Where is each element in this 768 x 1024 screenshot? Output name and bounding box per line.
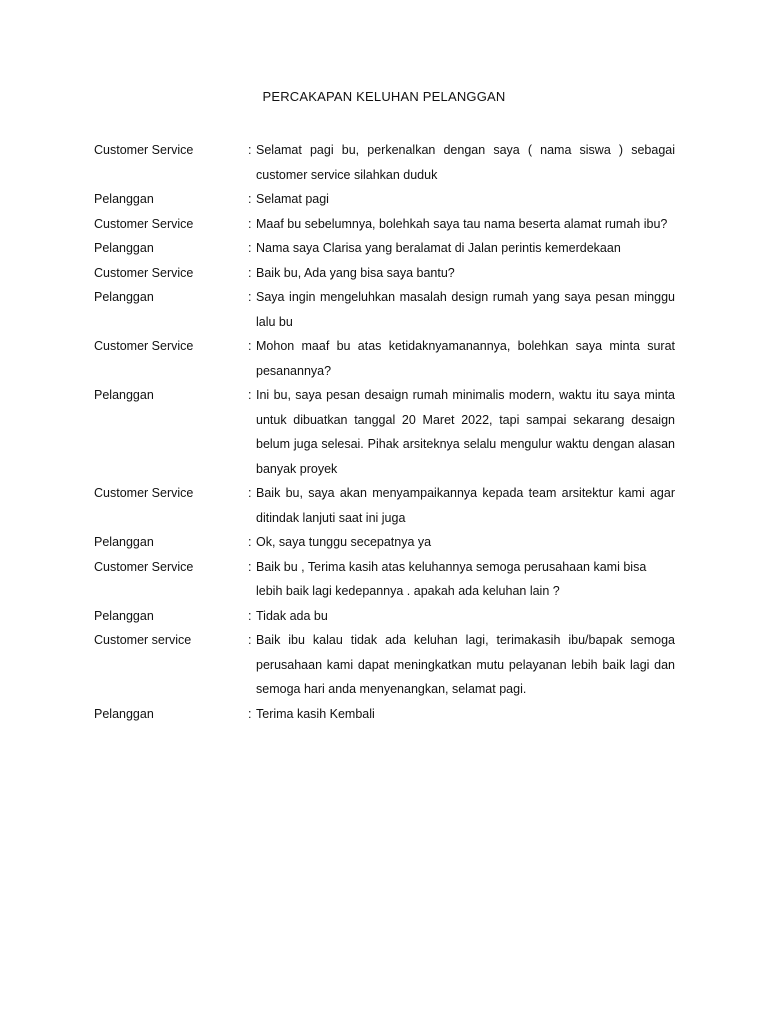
utterance-text: Baik bu , Terima kasih atas keluhannya semoga perusahaan kami bisa lebih baik lagi kedepannya . apakah ada keluhan lain ? — [256, 559, 647, 598]
colon-separator: : — [248, 608, 252, 623]
colon-separator: : — [248, 290, 252, 304]
dialogue-turn — [94, 383, 675, 481]
speaker-label: Customer service — [94, 633, 192, 647]
utterance — [248, 702, 675, 727]
utterance — [248, 481, 675, 530]
utterance — [248, 383, 675, 481]
colon-separator: : — [248, 216, 252, 231]
utterance-text: Maaf bu sebelumnya, bolehkah saya tau nama beserta alamat rumah ibu? — [256, 216, 668, 231]
utterance — [248, 555, 675, 604]
dialogue-turn — [94, 212, 675, 237]
utterance — [248, 628, 675, 702]
utterance-text: Nama saya Clarisa yang beralamat di Jalan perintis kemerdekaan — [256, 241, 621, 255]
utterance — [248, 530, 675, 555]
utterance — [248, 334, 675, 383]
dialogue-turn — [94, 187, 675, 212]
speaker-label: Pelanggan — [94, 535, 154, 549]
utterance — [248, 212, 675, 237]
colon-separator: : — [248, 388, 252, 402]
dialogue-turn — [94, 261, 675, 286]
dialogue-turn — [94, 481, 675, 530]
colon-separator: : — [248, 143, 252, 157]
utterance — [248, 138, 675, 187]
utterance-text: Tidak ada bu — [256, 608, 328, 623]
utterance-text: Mohon maaf bu atas ketidaknyamanannya, bolehkan saya minta surat pesanannya? — [256, 339, 675, 378]
dialogue-turn — [94, 530, 675, 555]
utterance-text: Ini bu, saya pesan desaign rumah minimalis modern, waktu itu saya minta untuk dibuatkan tanggal 20 Maret 2022, tapi sampai sekarang desaign belum juga selesai. Pihak arsiteknya selalu mengulur waktu dengan alasan banyak proyek — [256, 388, 675, 476]
dialogue-turn — [94, 702, 675, 727]
dialogue-turn — [94, 555, 675, 604]
utterance-text: Selamat pagi bu, perkenalkan dengan saya ( nama siswa ) sebagai customer service silahkan duduk — [256, 143, 675, 182]
dialogue-turn — [94, 138, 675, 187]
dialogue-turn — [94, 236, 675, 261]
speaker-label: Pelanggan — [94, 192, 154, 206]
colon-separator: : — [248, 339, 252, 353]
utterance — [248, 261, 675, 286]
dialogue-turn — [94, 604, 675, 629]
speaker-label: Customer Service — [94, 339, 194, 353]
speaker-label: Pelanggan — [94, 290, 154, 304]
speaker-label: Pelanggan — [94, 706, 154, 721]
utterance — [248, 604, 675, 629]
speaker-label: Customer Service — [94, 143, 194, 157]
dialogue-turn — [94, 628, 675, 702]
conversation — [94, 138, 675, 726]
speaker-label: Customer Service — [94, 265, 194, 280]
utterance-text: Baik bu, saya akan menyampaikannya kepada team arsitektur kami agar ditindak lanjuti saat ini juga — [256, 486, 675, 525]
utterance — [248, 187, 675, 212]
speaker-label: Customer Service — [94, 559, 194, 574]
colon-separator: : — [248, 535, 252, 549]
colon-separator: : — [248, 706, 252, 721]
speaker-label: Pelanggan — [94, 241, 154, 255]
speaker-label: Pelanggan — [94, 388, 154, 402]
utterance-text: Selamat pagi — [256, 192, 329, 206]
utterance — [248, 285, 675, 334]
utterance-text: Saya ingin mengeluhkan masalah design rumah yang saya pesan minggu lalu bu — [256, 290, 675, 329]
colon-separator: : — [248, 559, 252, 574]
dialogue-turn — [94, 334, 675, 383]
document-title: PERCAKAPAN KELUHAN PELANGGAN — [262, 89, 506, 104]
utterance-text: Terima kasih Kembali — [256, 706, 375, 721]
utterance-text: Baik ibu kalau tidak ada keluhan lagi, terimakasih ibu/bapak semoga perusahaan kami dapat meningkatkan mutu pelayanan lebih baik lagi dan semoga hari anda menyenangkan, selamat pagi. — [256, 633, 675, 696]
speaker-label: Customer Service — [94, 486, 194, 500]
utterance — [248, 236, 675, 261]
speaker-label: Customer Service — [94, 216, 194, 231]
colon-separator: : — [248, 192, 252, 206]
speaker-label: Pelanggan — [94, 608, 154, 623]
utterance-text: Ok, saya tunggu secepatnya ya — [256, 535, 432, 549]
dialogue-turn — [94, 285, 675, 334]
utterance-text: Baik bu, Ada yang bisa saya bantu? — [256, 265, 455, 280]
colon-separator: : — [248, 265, 252, 280]
colon-separator: : — [248, 633, 252, 647]
colon-separator: : — [248, 241, 252, 255]
colon-separator: : — [248, 486, 252, 500]
